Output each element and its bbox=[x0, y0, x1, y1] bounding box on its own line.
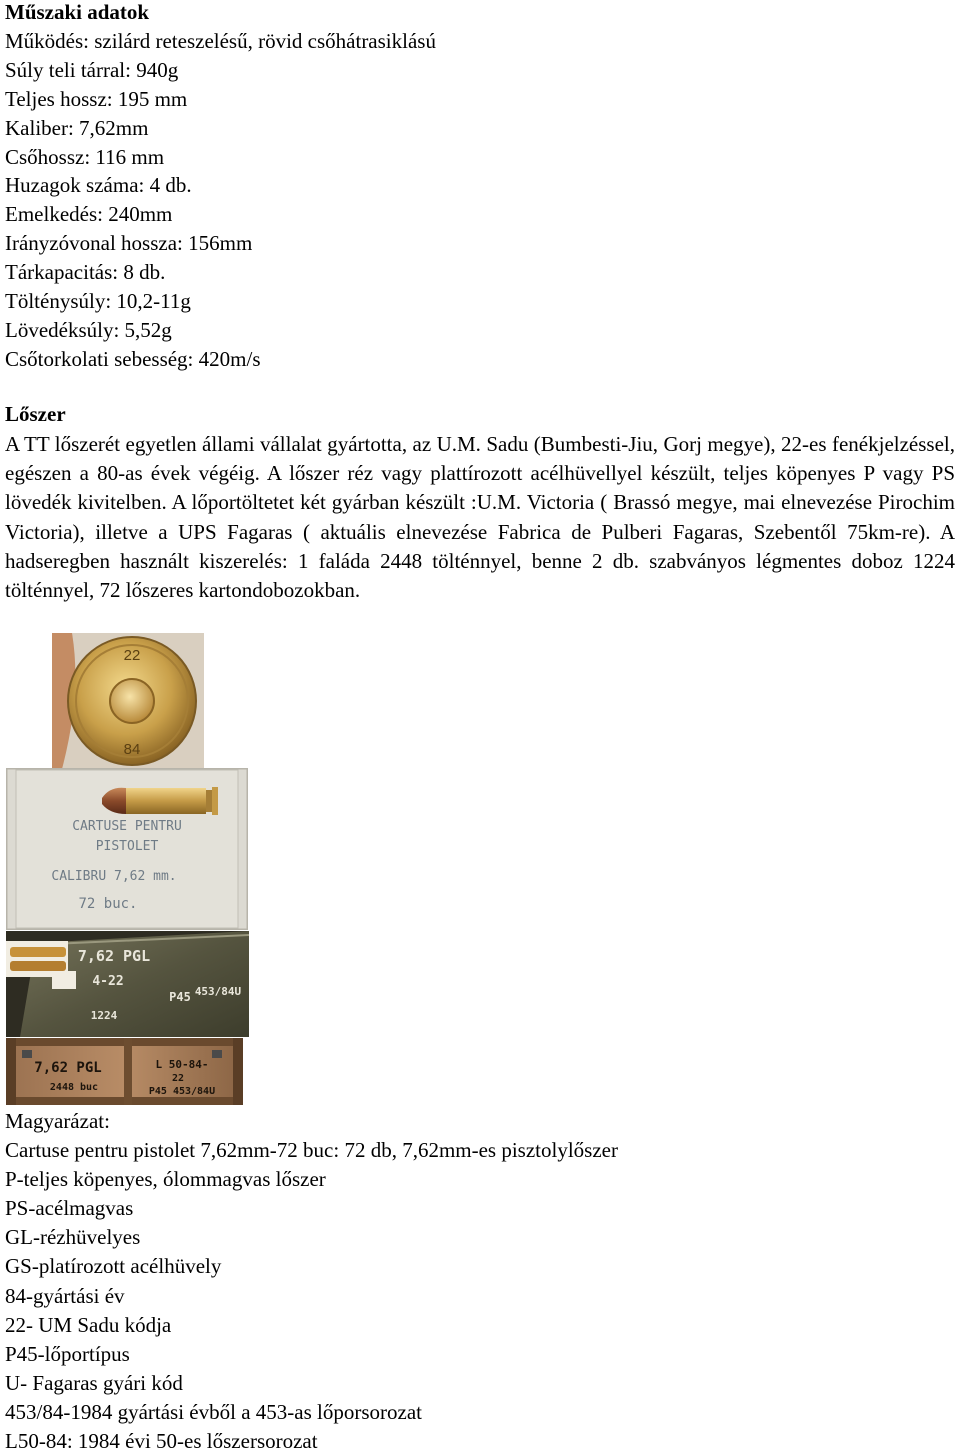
spec-line: Csőhossz: 116 mm bbox=[5, 144, 165, 169]
legend-title: Magyarázat: bbox=[5, 1109, 110, 1133]
legend-section bbox=[5, 1107, 618, 1456]
spec-line: Lövedéksúly: 5,52g bbox=[5, 317, 172, 342]
tin-label-line5: 1224 bbox=[90, 1009, 118, 1022]
tin-label-line2: 4-22 bbox=[92, 974, 124, 989]
legend-line: L50-84: 1984 évi 50-es lőszersorozat bbox=[5, 1429, 318, 1454]
legend-line: 84-gyártási év bbox=[5, 1283, 125, 1308]
legend-line: P-teljes köpenyes, ólommagvas lőszer bbox=[5, 1167, 326, 1192]
crate-label-line3: L 50-84- bbox=[155, 1058, 209, 1071]
spec-line: Működés: szilárd reteszelésű, rövid csőhátrasiklású bbox=[5, 28, 436, 53]
tin-label-line4: 453/84U bbox=[194, 985, 242, 998]
crate-label-line4: 22 bbox=[171, 1073, 185, 1084]
spec-line: Irányzóvonal hossza: 156mm bbox=[5, 231, 253, 256]
cartridge-box-photo bbox=[6, 768, 248, 930]
box-label-line1: CARTUSE PENTRU bbox=[72, 819, 182, 834]
spec-line: Csőtorkolati sebesség: 420m/s bbox=[5, 346, 261, 371]
tin-label-line3: P45 bbox=[169, 990, 191, 1004]
legend-line: GS-platírozott acélhüvely bbox=[5, 1254, 222, 1279]
legend-line: 22- UM Sadu kódja bbox=[5, 1312, 172, 1337]
crate-label-line5: P45 453/84U bbox=[148, 1086, 216, 1097]
spec-line: Súly teli tárral: 940g bbox=[5, 57, 179, 82]
legend-line: U- Fagaras gyári kód bbox=[5, 1370, 183, 1395]
spec-line: Emelkedés: 240mm bbox=[5, 202, 173, 227]
ammo-heading: Lőszer bbox=[5, 402, 66, 426]
ammo-tin-photo bbox=[6, 931, 249, 1037]
box-label-line3: CALIBRU 7,62 mm. bbox=[51, 869, 177, 884]
spec-line: Tölténysúly: 10,2-11g bbox=[5, 289, 191, 314]
legend-line: P45-lőportípus bbox=[5, 1341, 130, 1366]
legend-line: GL-rézhüvelyes bbox=[5, 1225, 141, 1250]
spec-line: Teljes hossz: 195 mm bbox=[5, 86, 188, 111]
headstamp-bottom-text: 84 bbox=[123, 741, 141, 758]
crate-label-line2: 2448 buc bbox=[49, 1082, 99, 1093]
ammo-paragraph: A TT lőszerét egyetlen állami vállalat gyártotta, az U.M. Sadu (Bumbesti-Jiu, Gorj megye), 22-es fenékjelzéssel, egészen a 80-as évek végéig. A lőszer réz vagy plattírozott acélhüvellyel készült, teljes köpenyes P vagy PS lövedék kivitelben. A lőportöltetet két gyárban készült :U.M. Victoria ( Brassó megye, mai elnevezése Pirochim Victoria), illetve a UPS Fagaras ( aktuális elnevezése Fabrica de Pulberi Fagaras, Szebentől 75km-re). A hadseregben használt kiszerelés: 1 faláda 2448 tölténnyel, benne 2 db. szabványos légmentes doboz 1224 tölténnyel, 72 lőszeres kartondobozokban. bbox=[5, 432, 955, 603]
box-label-line2: PISTOLET bbox=[95, 839, 159, 854]
wooden-crate-photo bbox=[6, 1038, 243, 1105]
specs-heading: Műszaki adatok bbox=[5, 0, 150, 24]
headstamp-top-text: 22 bbox=[123, 647, 141, 664]
spec-line: Kaliber: 7,62mm bbox=[5, 115, 149, 140]
legend-line: 453/84-1984 gyártási évből a 453-as lőporsorozat bbox=[5, 1399, 422, 1424]
legend-line: Cartuse pentru pistolet 7,62mm-72 buc: 72 db, 7,62mm-es pisztolylőszer bbox=[5, 1138, 618, 1163]
specs-section bbox=[5, 0, 436, 374]
tin-label-line1: 7,62 PGL bbox=[77, 947, 151, 965]
crate-label-line1: 7,62 PGL bbox=[34, 1060, 102, 1076]
box-label-line4: 72 buc. bbox=[78, 896, 138, 912]
spec-line: Huzagok száma: 4 db. bbox=[5, 173, 192, 198]
legend-line: PS-acélmagvas bbox=[5, 1196, 134, 1221]
spec-line: Tárkapacitás: 8 db. bbox=[5, 260, 166, 285]
headstamp-photo bbox=[52, 633, 204, 769]
